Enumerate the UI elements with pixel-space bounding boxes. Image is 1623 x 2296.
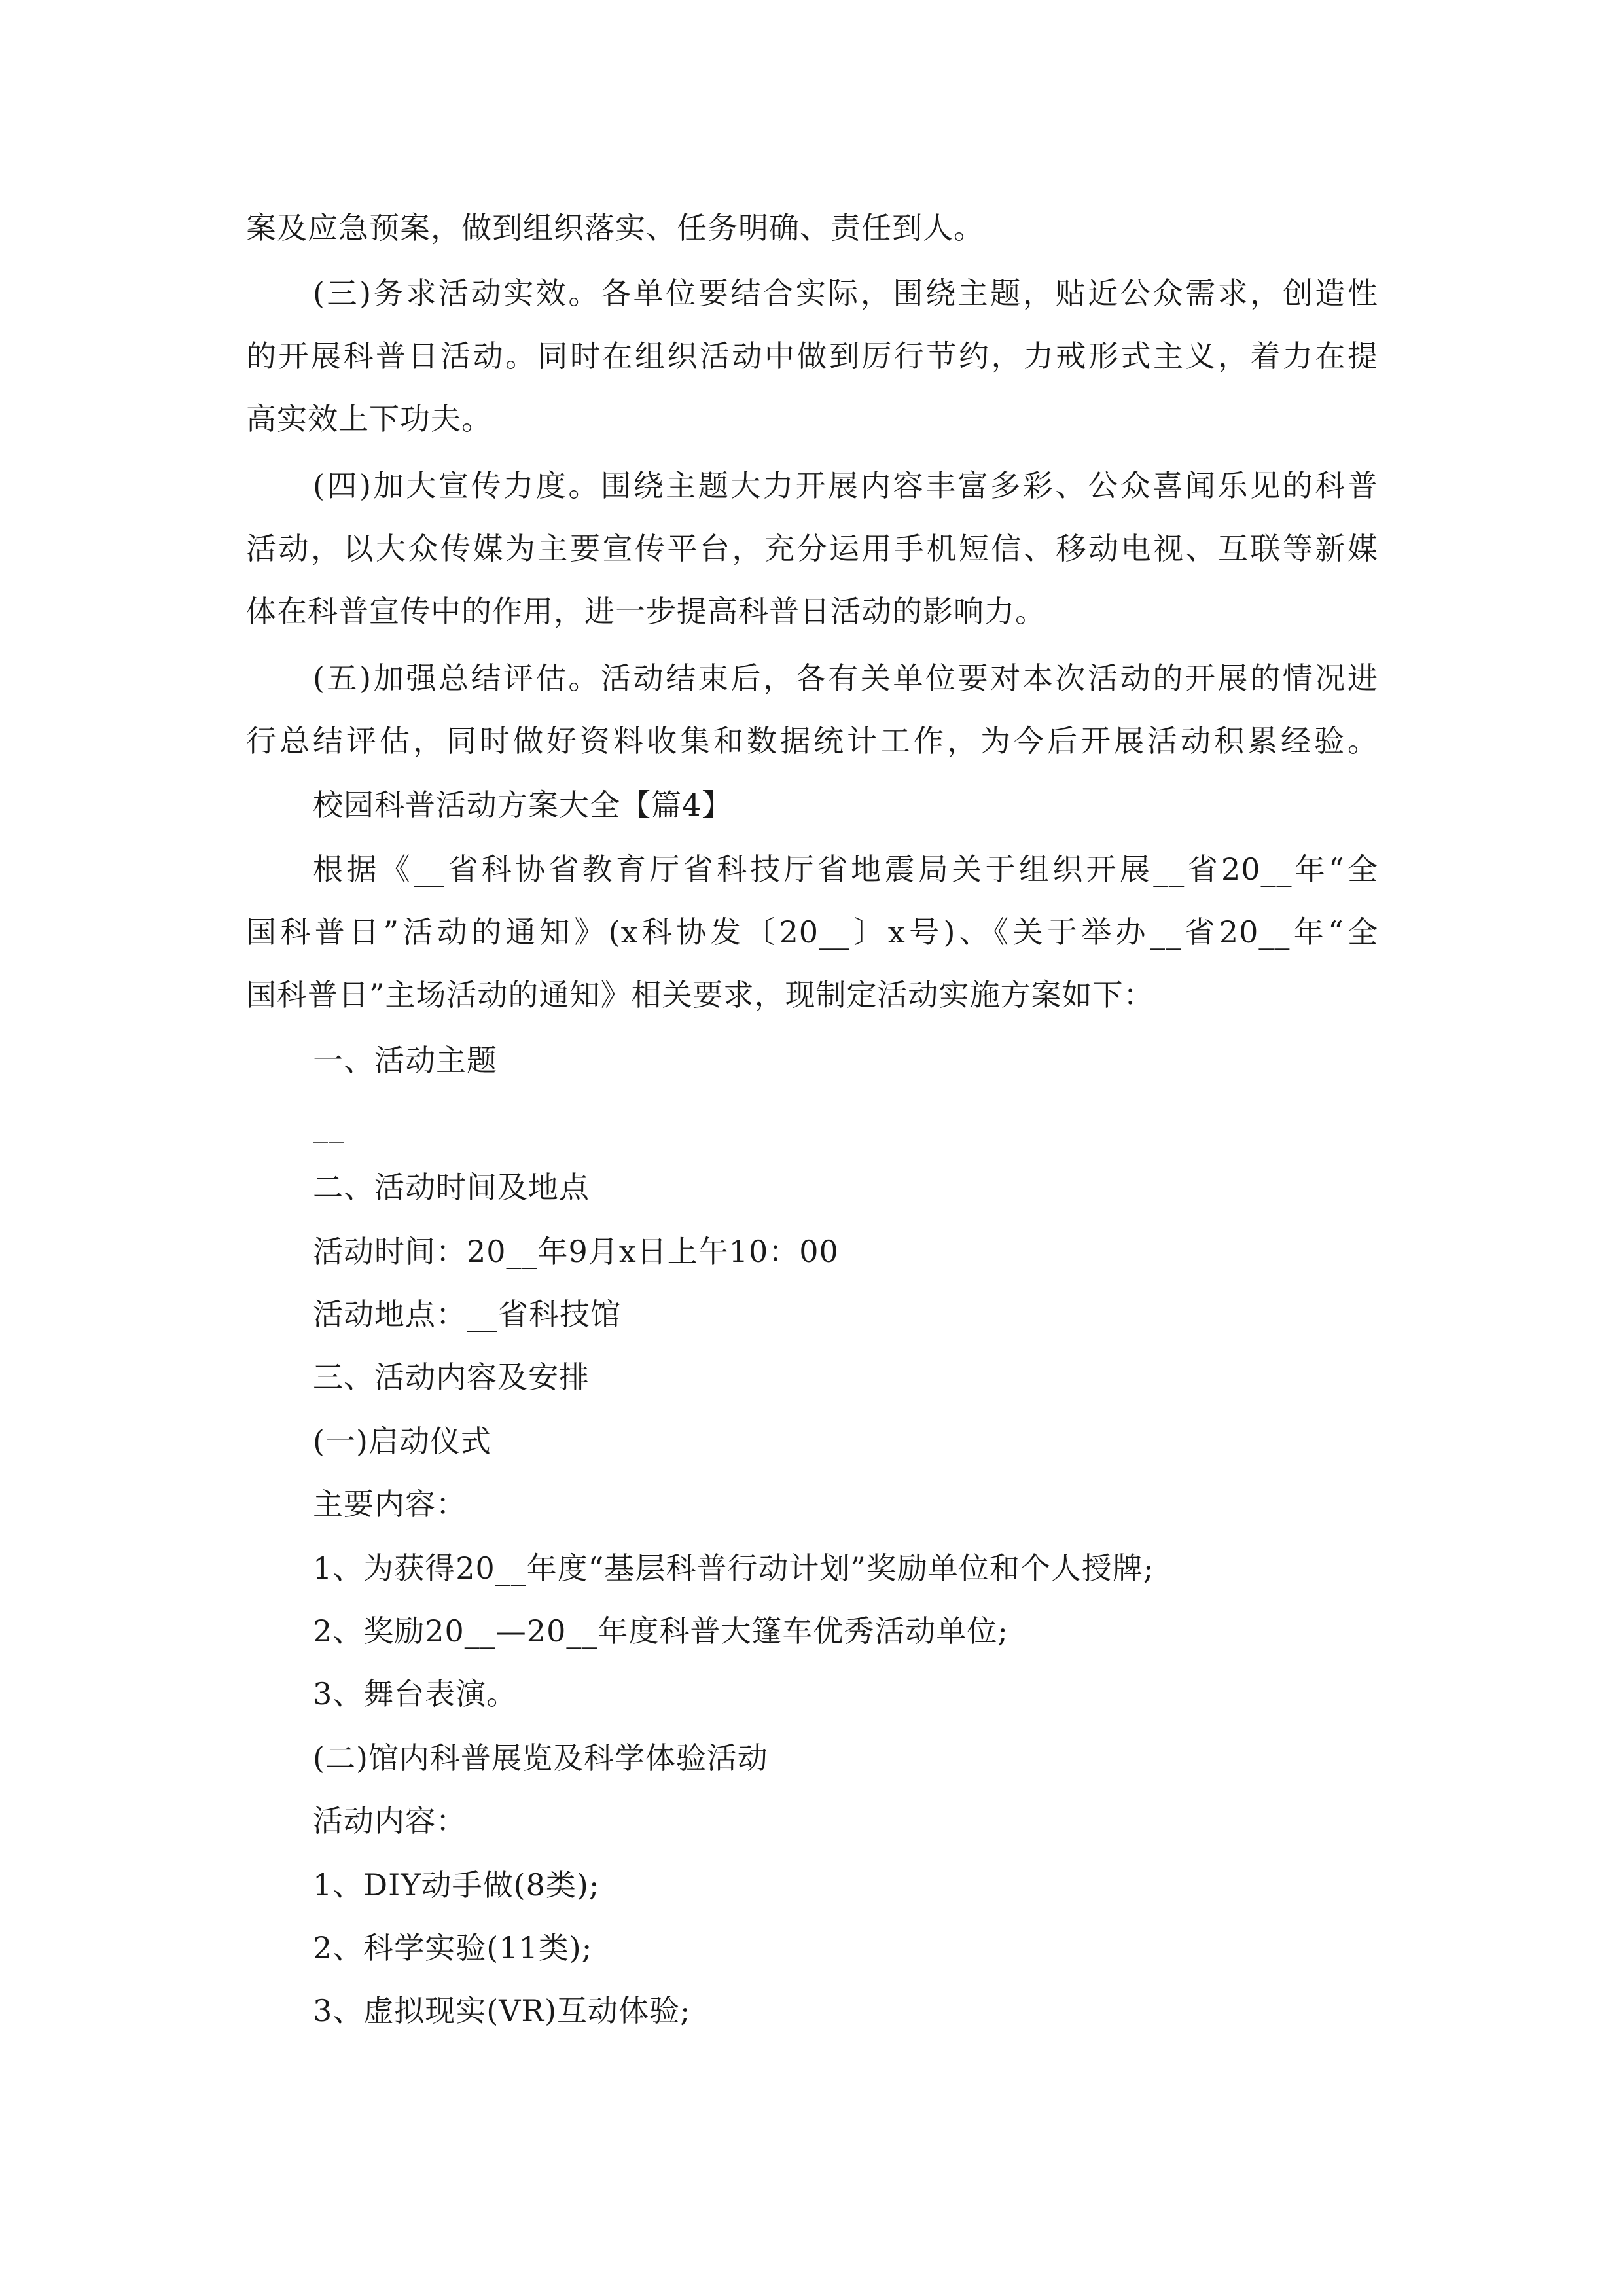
paragraph-line: (四)加大宣传力度。围绕主题大力开展内容丰富多彩、公众喜闻乐见的科普 [313, 468, 1378, 503]
subsection-heading: (二)馆内科普展览及科学体验活动 [313, 1740, 768, 1776]
list-item: 3、虚拟现实(VR)互动体验; [313, 1993, 691, 2028]
paragraph-line: 行总结评估，同时做好资料收集和数据统计工作，为今后开展活动积累经验。 [246, 723, 1378, 759]
section-heading: 三、活动内容及安排 [313, 1359, 590, 1395]
paragraph-line: 活动，以大众传媒为主要宣传平台，充分运用手机短信、移动电视、互联等新媒 [246, 531, 1378, 566]
paragraph-line: 的开展科普日活动。同时在组织活动中做到厉行节约，力戒形式主义，着力在提 [246, 338, 1378, 374]
section-heading: 二、活动时间及地点 [313, 1170, 590, 1205]
paragraph-line: 活动内容： [313, 1803, 467, 1839]
list-item: 1、DIY动手做(8类); [313, 1867, 600, 1903]
subsection-heading: (一)启动仪式 [313, 1424, 491, 1459]
section-heading: 校园科普活动方案大全【篇4】 [313, 787, 733, 823]
paragraph-line: 案及应急预案，做到组织落实、任务明确、责任到人。 [246, 210, 984, 245]
list-item: 3、舞台表演。 [313, 1676, 518, 1712]
paragraph-line: 高实效上下功夫。 [246, 401, 492, 437]
paragraph-line: 体在科普宣传中的作用，进一步提高科普日活动的影响力。 [246, 594, 1046, 629]
paragraph-line: 活动时间：20__年9月x日上午10：00 [313, 1234, 839, 1269]
list-item: 1、为获得20__年度“基层科普行动计划”奖励单位和个人授牌; [313, 1551, 1154, 1586]
list-item: 2、科学实验(11类); [313, 1930, 593, 1965]
paragraph-line: 国科普日”主场活动的通知》相关要求，现制定活动实施方案如下： [246, 977, 1154, 1013]
paragraph-line: 主要内容： [313, 1486, 467, 1522]
paragraph-line: (三)务求活动实效。各单位要结合实际，围绕主题，贴近公众需求，创造性 [313, 276, 1378, 311]
paragraph-line: 活动地点：__省科技馆 [313, 1297, 621, 1332]
section-heading: 一、活动主题 [313, 1043, 497, 1078]
paragraph-line: __ [313, 1108, 344, 1143]
paragraph-line: 国科普日”活动的通知》(x科协发〔20__〕x号)、《关于举办__省20__年“全 [246, 914, 1378, 950]
list-item: 2、奖励20__—20__年度科普大篷车优秀活动单位; [313, 1613, 1008, 1649]
paragraph-line: 根据《__省科协省教育厅省科技厅省地震局关于组织开展__省20__年“全 [313, 852, 1378, 887]
paragraph-line: (五)加强总结评估。活动结束后，各有关单位要对本次活动的开展的情况进 [313, 660, 1378, 696]
